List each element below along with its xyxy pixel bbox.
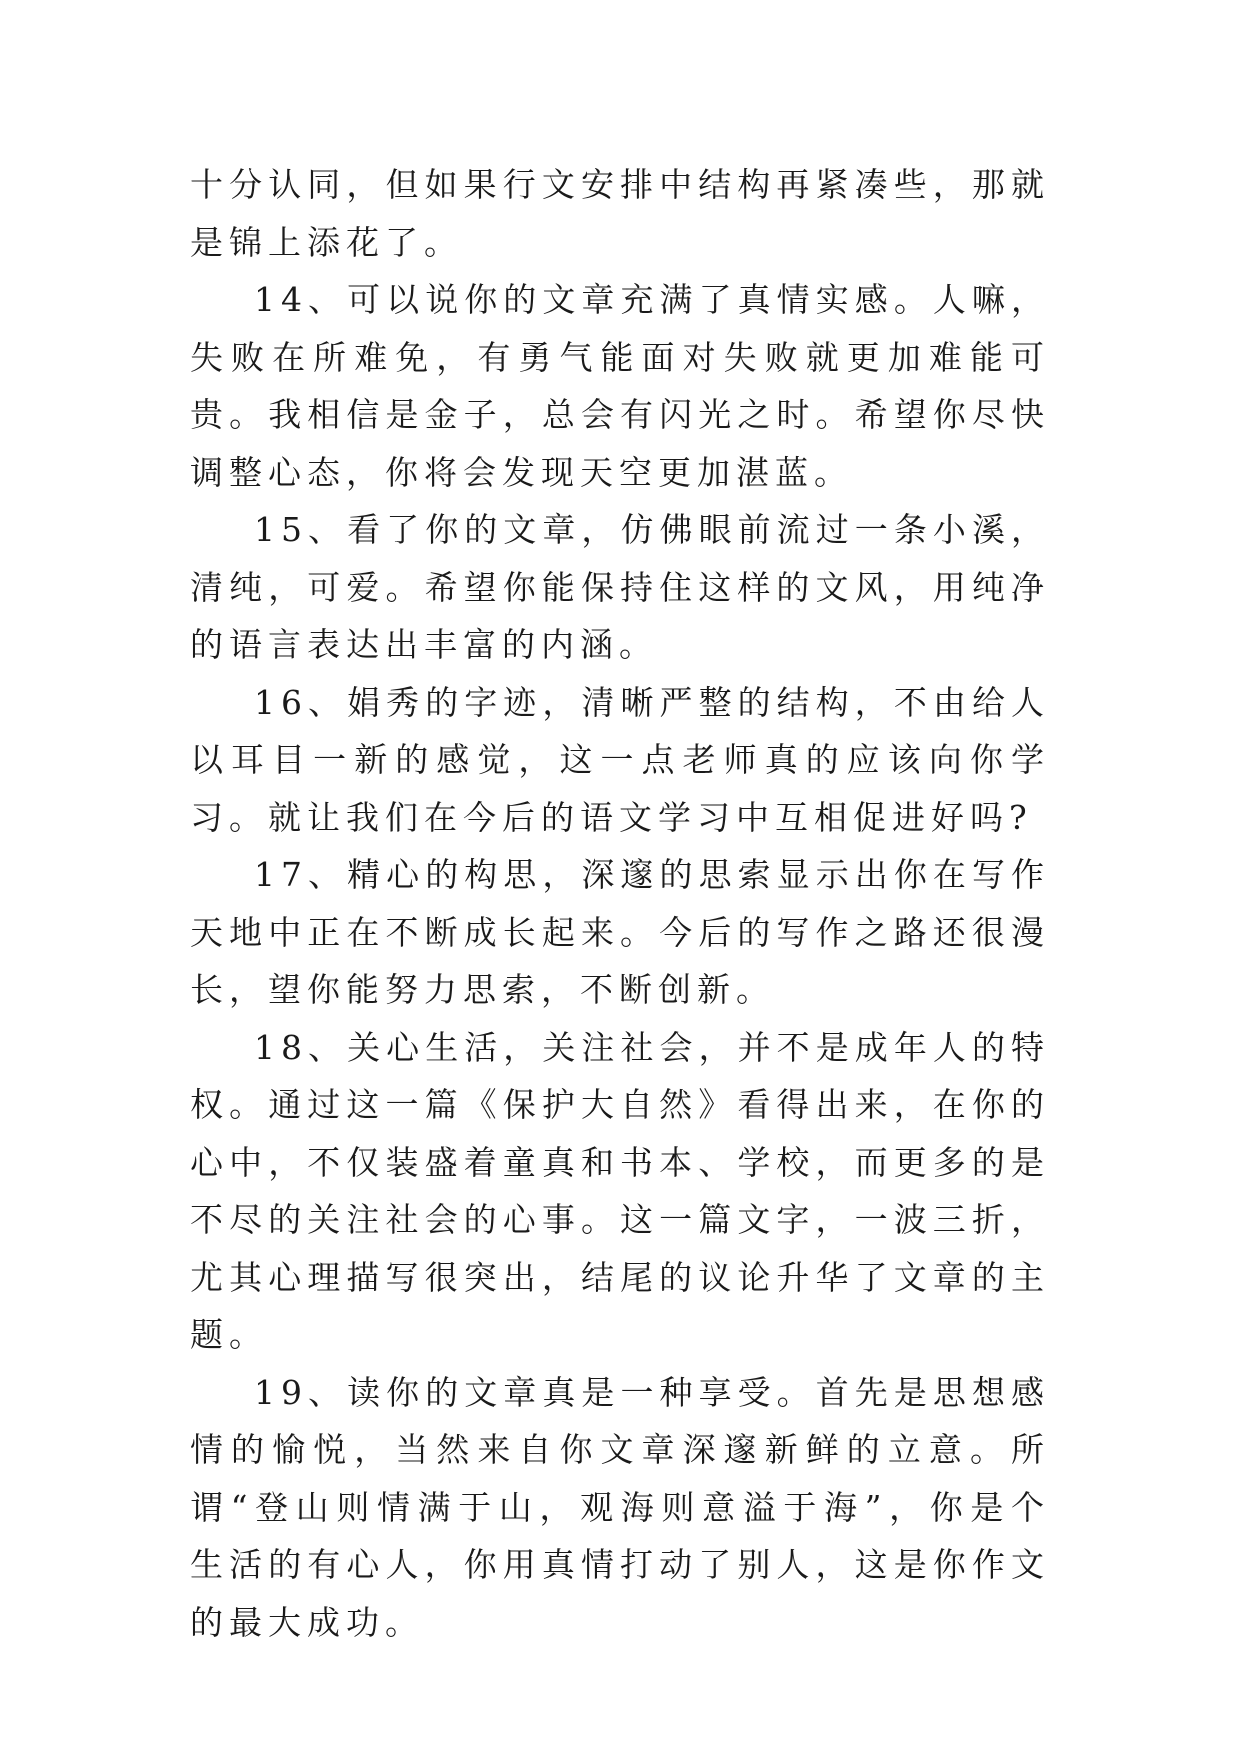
document-body (190, 156, 1050, 1651)
paragraph-19: 19、读你的文章真是一种享受。首先是思想感情的愉悦，当然来自你文章深邃新鲜的立意。所谓“登山则情满于山，观海则意溢于海”，你是个生活的有心人，你用真情打动了别人，这是你作文的最大成功。 (190, 1372, 1050, 1642)
paragraph-18: 18、关心生活，关注社会，并不是成年人的特权。通过这一篇《保护大自然》看得出来，在你的心中，不仅装盛着童真和书本、学校，而更多的是不尽的关注社会的心事。这一篇文字，一波三折，尤其心理描写很突出，结尾的议论升华了文章的主题。 (190, 1027, 1050, 1354)
paragraph-17: 17、精心的构思，深邃的思索显示出你在写作天地中正在不断成长起来。今后的写作之路还很漫长，望你能努力思索，不断创新。 (190, 855, 1050, 1009)
paragraph-continuation: 十分认同，但如果行文安排中结构再紧凑些，那就是锦上添花了。 (190, 165, 1050, 262)
paragraph-15: 15、看了你的文章，仿佛眼前流过一条小溪，清纯，可爱。希望你能保持住这样的文风，用纯净的语言表达出丰富的内涵。 (190, 510, 1050, 664)
paragraph-14: 14、可以说你的文章充满了真情实感。人嘛，失败在所难免，有勇气能面对失败就更加难能可贵。我相信是金子，总会有闪光之时。希望你尽快调整心态，你将会发现天空更加湛蓝。 (190, 280, 1050, 492)
paragraph-16: 16、娟秀的字迹，清晰严整的结构，不由给人以耳目一新的感觉，这一点老师真的应该向你学习。就让我们在今后的语文学习中互相促进好吗? (190, 682, 1050, 837)
